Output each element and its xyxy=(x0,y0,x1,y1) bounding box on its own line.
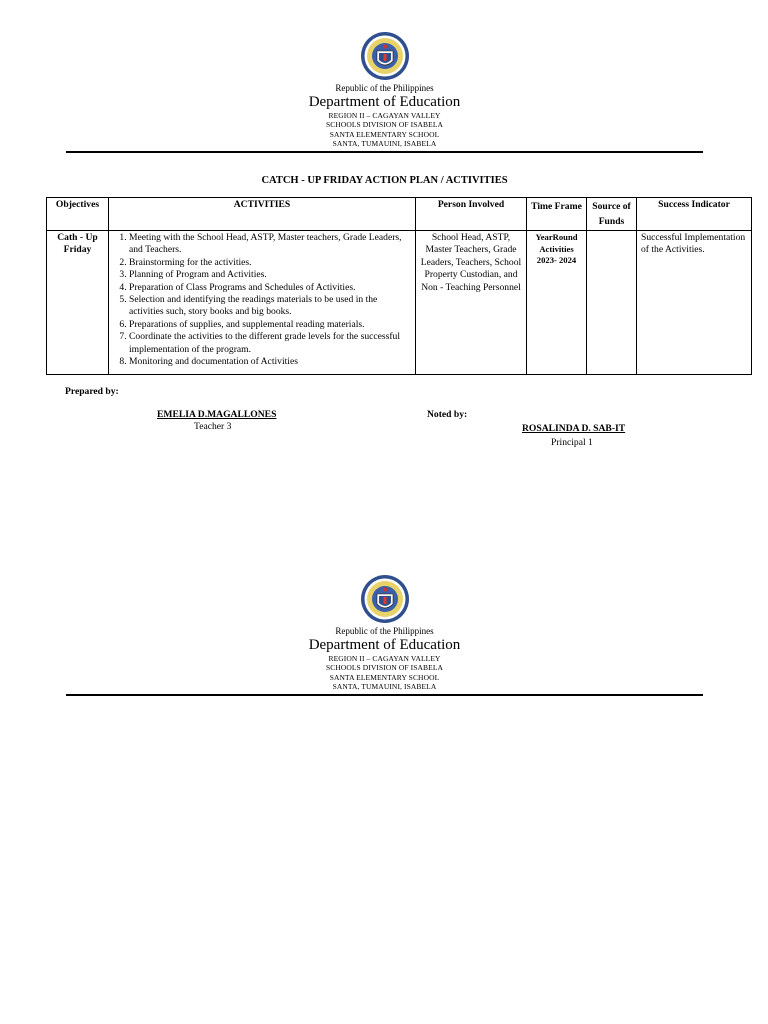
persons-cell: School Head, ASTP, Master Teachers, Grade Leaders, Teachers, School Property Custodian, and Non - Teaching Personnel xyxy=(416,231,527,375)
list-item: 3. Planning of Program and Activities. xyxy=(129,269,411,281)
source-cell xyxy=(587,231,637,375)
document-title: CATCH - UP FRIDAY ACTION PLAN / ACTIVITIES xyxy=(261,175,508,186)
prepared-by-label: Prepared by: xyxy=(65,386,119,397)
list-item: 8. Monitoring and documentation of Activities xyxy=(129,356,411,368)
prepared-position: Teacher 3 xyxy=(194,421,232,432)
objective-cell: Cath - Up Friday xyxy=(47,231,109,375)
time-frame-cell: YearRound Activities 2023- 2024 xyxy=(527,231,587,375)
school-text: SANTA ELEMENTARY SCHOOL xyxy=(329,129,440,139)
region-text: REGION II – CAGAYAN VALLEY xyxy=(328,111,441,120)
success-cell: Successful Implementation of the Activities. xyxy=(637,231,752,375)
letterhead-divider xyxy=(66,694,703,696)
header-time-frame: Time Frame xyxy=(527,198,587,231)
division-text: SCHOOLS DIVISION OF ISABELA xyxy=(325,663,444,673)
header-objectives: Objectives xyxy=(47,198,109,231)
letterhead-divider xyxy=(66,151,703,153)
address-text: SANTA, TUMAUINI, ISABELA xyxy=(332,138,437,148)
school-text: SANTA ELEMENTARY SCHOOL xyxy=(329,672,440,682)
header-success: Success Indicator xyxy=(637,198,752,231)
action-plan-table xyxy=(46,197,752,375)
noted-position: Principal 1 xyxy=(551,437,593,448)
activities-cell xyxy=(109,231,416,375)
region-text: REGION II – CAGAYAN VALLEY xyxy=(328,654,441,663)
header-activities: ACTIVITIES xyxy=(109,198,416,231)
list-item: 5. Selection and identifying the readings materials to be used in the activities such, story books and big books. xyxy=(129,294,411,319)
letterhead-bottom xyxy=(66,574,703,691)
noted-name: ROSALINDA D. SAB-IT xyxy=(522,423,626,434)
noted-by-label: Noted by: xyxy=(427,409,468,420)
activities-list xyxy=(113,232,411,368)
header-persons: Person Involved xyxy=(416,198,527,231)
department-name: Department of Education xyxy=(308,637,461,653)
prepared-name: EMELIA D.MAGALLONES xyxy=(157,409,277,420)
department-name: Department of Education xyxy=(308,94,461,110)
header-source: Source of Funds xyxy=(587,198,637,231)
list-item: 7. Coordinate the activities to the different grade levels for the successful implementation of the program. xyxy=(129,331,411,356)
list-item: 4. Preparation of Class Programs and Schedules of Activities. xyxy=(129,282,411,294)
address-text: SANTA, TUMAUINI, ISABELA xyxy=(332,681,437,691)
list-item: 1. Meeting with the School Head, ASTP, Master teachers, Grade Leaders, and Teachers. xyxy=(129,232,411,257)
deped-seal-icon xyxy=(360,574,410,624)
list-item: 6. Preparations of supplies, and supplemental reading materials. xyxy=(129,319,411,331)
table-row xyxy=(47,231,752,375)
republic-text: Republic of the Philippines xyxy=(335,626,434,636)
republic-text: Republic of the Philippines xyxy=(335,83,434,93)
deped-seal-icon xyxy=(360,31,410,81)
table-header-row xyxy=(47,198,752,231)
division-text: SCHOOLS DIVISION OF ISABELA xyxy=(325,120,444,130)
list-item: 2. Brainstorming for the activities. xyxy=(129,257,411,269)
letterhead-top xyxy=(66,31,703,148)
